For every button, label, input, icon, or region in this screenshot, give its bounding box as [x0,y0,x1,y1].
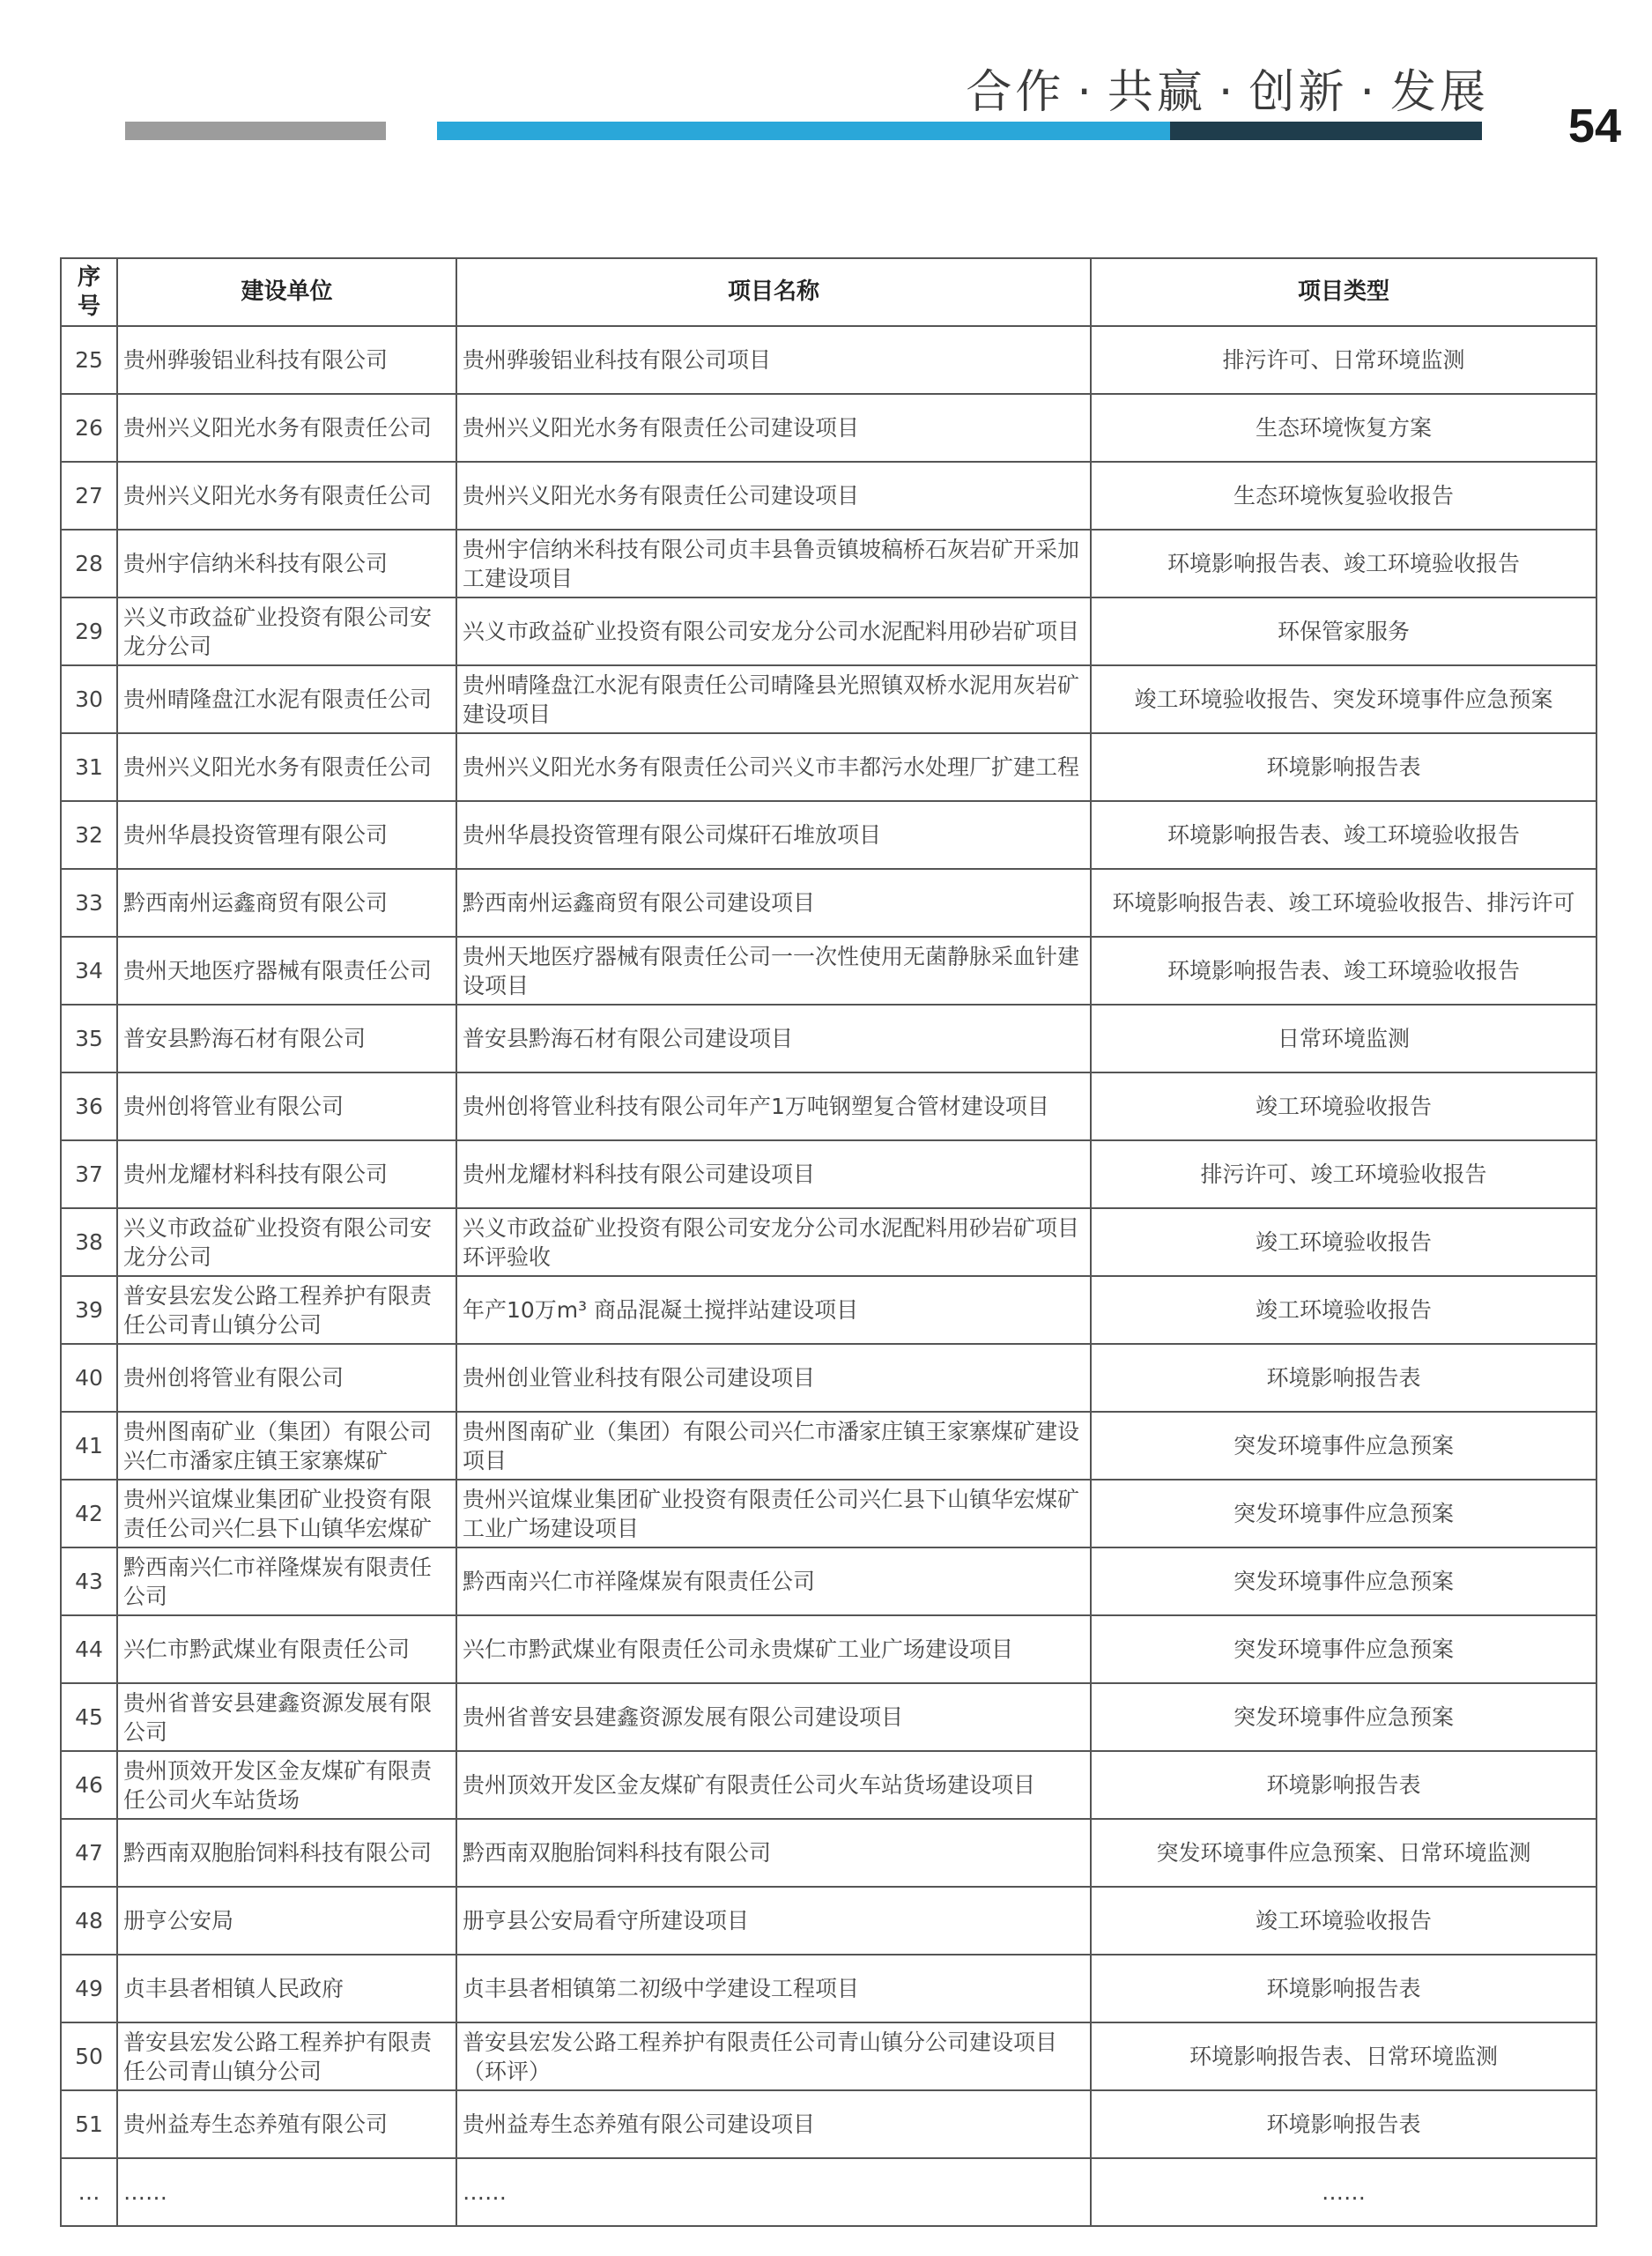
table-row [61,2158,1596,2226]
project-name-cell: 贵州宇信纳米科技有限公司贞丰县鲁贡镇坡稿桥石灰岩矿开采加工建设项目 [456,530,1091,597]
project-type-cell: 突发环境事件应急预案、日常环境监测 [1091,1819,1596,1887]
project-name-cell: 贵州省普安县建鑫资源发展有限公司建设项目 [456,1683,1091,1751]
construction-unit-cell: 黔西南兴仁市祥隆煤炭有限责任公司 [117,1547,456,1615]
header-bar-blue [437,122,1170,140]
project-type-cell: 突发环境事件应急预案 [1091,1615,1596,1683]
project-type-cell: 竣工环境验收报告、突发环境事件应急预案 [1091,665,1596,733]
project-type-cell: 环境影响报告表 [1091,2090,1596,2158]
header-bar-gray [125,122,386,140]
table-row [61,1819,1596,1887]
construction-unit-cell: 普安县黔海石材有限公司 [117,1005,456,1072]
construction-unit-cell: …… [117,2158,456,2226]
project-name-cell: …… [456,2158,1091,2226]
project-type-cell: 环保管家服务 [1091,597,1596,665]
table-row [61,1412,1596,1480]
slogan-separator: · [1077,66,1095,119]
header-bar-dark [1170,122,1482,140]
construction-unit-cell: 黔西南州运鑫商贸有限公司 [117,869,456,937]
column-header-number: 序号 [61,258,117,326]
row-number-cell: 28 [61,530,117,597]
project-name-cell: 贵州创业管业科技有限公司建设项目 [456,1344,1091,1412]
project-name-cell: 普安县宏发公路工程养护有限责任公司青山镇分公司建设项目（环评） [456,2022,1091,2090]
table-row [61,1955,1596,2022]
project-name-cell: 贵州兴义阳光水务有限责任公司兴义市丰都污水处理厂扩建工程 [456,733,1091,801]
project-type-cell: …… [1091,2158,1596,2226]
row-number-cell: 35 [61,1005,117,1072]
project-type-cell: 环境影响报告表、竣工环境验收报告 [1091,530,1596,597]
table-row [61,1140,1596,1208]
row-number-cell: 38 [61,1208,117,1276]
project-name-cell: 年产10万m³ 商品混凝土搅拌站建设项目 [456,1276,1091,1344]
project-name-cell: 黔西南州运鑫商贸有限公司建设项目 [456,869,1091,937]
project-type-cell: 竣工环境验收报告 [1091,1072,1596,1140]
project-type-cell: 突发环境事件应急预案 [1091,1412,1596,1480]
table-row [61,326,1596,394]
project-type-cell: 突发环境事件应急预案 [1091,1683,1596,1751]
construction-unit-cell: 黔西南双胞胎饲料科技有限公司 [117,1819,456,1887]
table-row [61,1683,1596,1751]
project-type-cell: 环境影响报告表、竣工环境验收报告 [1091,801,1596,869]
column-header-project: 项目名称 [456,258,1091,326]
table-row [61,1615,1596,1683]
construction-unit-cell: 普安县宏发公路工程养护有限责任公司青山镇分公司 [117,2022,456,2090]
column-header-type: 项目类型 [1091,258,1596,326]
row-number-cell: 39 [61,1276,117,1344]
project-name-cell: 贵州华晨投资管理有限公司煤矸石堆放项目 [456,801,1091,869]
row-number-cell: 50 [61,2022,117,2090]
construction-unit-cell: 贵州益寿生态养殖有限公司 [117,2090,456,2158]
project-name-cell: 普安县黔海石材有限公司建设项目 [456,1005,1091,1072]
project-name-cell: 贵州骅骏铝业科技有限公司项目 [456,326,1091,394]
header-slogan [881,55,1489,121]
row-number-cell: 33 [61,869,117,937]
project-type-cell: 突发环境事件应急预案 [1091,1480,1596,1547]
table-row [61,1547,1596,1615]
project-type-cell: 生态环境恢复方案 [1091,394,1596,462]
project-name-cell: 贵州顶效开发区金友煤矿有限责任公司火车站货场建设项目 [456,1751,1091,1819]
construction-unit-cell: 贵州兴义阳光水务有限责任公司 [117,733,456,801]
table-header-row [61,258,1596,326]
project-name-cell: 黔西南兴仁市祥隆煤炭有限责任公司 [456,1547,1091,1615]
project-name-cell: 册亨县公安局看守所建设项目 [456,1887,1091,1955]
slogan-part: 发展 [1389,66,1489,119]
project-name-cell: 贵州创将管业科技有限公司年产1万吨钢塑复合管材建设项目 [456,1072,1091,1140]
project-type-cell: 环境影响报告表 [1091,1751,1596,1819]
table-row [61,1208,1596,1276]
project-type-cell: 突发环境事件应急预案 [1091,1547,1596,1615]
table-row [61,394,1596,462]
project-type-cell: 竣工环境验收报告 [1091,1887,1596,1955]
project-type-cell: 生态环境恢复验收报告 [1091,462,1596,530]
construction-unit-cell: 贵州省普安县建鑫资源发展有限公司 [117,1683,456,1751]
row-number-cell: 26 [61,394,117,462]
project-name-cell: 兴义市政益矿业投资有限公司安龙分公司水泥配料用砂岩矿项目环评验收 [456,1208,1091,1276]
construction-unit-cell: 普安县宏发公路工程养护有限责任公司青山镇分公司 [117,1276,456,1344]
row-number-cell: 40 [61,1344,117,1412]
table-row [61,1887,1596,1955]
construction-unit-cell: 贵州晴隆盘江水泥有限责任公司 [117,665,456,733]
page-number: 54 [1567,100,1621,152]
project-table [60,257,1597,2227]
table-row [61,1751,1596,1819]
project-name-cell: 兴仁市黔武煤业有限责任公司永贵煤矿工业广场建设项目 [456,1615,1091,1683]
row-number-cell: 49 [61,1955,117,2022]
row-number-cell: 41 [61,1412,117,1480]
row-number-cell: 27 [61,462,117,530]
project-name-cell: 贵州兴义阳光水务有限责任公司建设项目 [456,462,1091,530]
table-row [61,1072,1596,1140]
row-number-cell: 37 [61,1140,117,1208]
row-number-cell: 51 [61,2090,117,2158]
table-row [61,2022,1596,2090]
construction-unit-cell: 贵州华晨投资管理有限公司 [117,801,456,869]
table-row [61,462,1596,530]
row-number-cell: 30 [61,665,117,733]
column-header-unit: 建设单位 [117,258,456,326]
construction-unit-cell: 贵州创将管业有限公司 [117,1344,456,1412]
row-number-cell: 46 [61,1751,117,1819]
project-type-cell: 竣工环境验收报告 [1091,1208,1596,1276]
row-number-cell: 31 [61,733,117,801]
row-number-cell: 42 [61,1480,117,1547]
row-number-cell: 34 [61,937,117,1005]
row-number-cell: 45 [61,1683,117,1751]
slogan-part: 共赢 [1107,66,1206,119]
project-type-cell: 环境影响报告表、竣工环境验收报告、排污许可 [1091,869,1596,937]
construction-unit-cell: 贵州骅骏铝业科技有限公司 [117,326,456,394]
project-type-cell: 环境影响报告表 [1091,733,1596,801]
table-row [61,2090,1596,2158]
project-name-cell: 贵州兴谊煤业集团矿业投资有限责任公司兴仁县下山镇华宏煤矿工业广场建设项目 [456,1480,1091,1547]
project-name-cell: 黔西南双胞胎饲料科技有限公司 [456,1819,1091,1887]
table-row [61,1480,1596,1547]
project-name-cell: 贵州兴义阳光水务有限责任公司建设项目 [456,394,1091,462]
project-type-cell: 环境影响报告表 [1091,1955,1596,2022]
row-number-cell: 29 [61,597,117,665]
row-number-cell: … [61,2158,117,2226]
slogan-part: 合作 [966,66,1065,119]
project-name-cell: 贞丰县者相镇第二初级中学建设工程项目 [456,1955,1091,2022]
project-type-cell: 竣工环境验收报告 [1091,1276,1596,1344]
project-name-cell: 贵州龙耀材料科技有限公司建设项目 [456,1140,1091,1208]
table-row [61,1276,1596,1344]
slogan-part: 创新 [1248,66,1348,119]
table-row [61,937,1596,1005]
row-number-cell: 44 [61,1615,117,1683]
project-type-cell: 排污许可、日常环境监测 [1091,326,1596,394]
project-type-cell: 排污许可、竣工环境验收报告 [1091,1140,1596,1208]
project-name-cell: 兴义市政益矿业投资有限公司安龙分公司水泥配料用砂岩矿项目 [456,597,1091,665]
table-row [61,801,1596,869]
table-row [61,665,1596,733]
project-name-cell: 贵州图南矿业（集团）有限公司兴仁市潘家庄镇王家寨煤矿建设项目 [456,1412,1091,1480]
construction-unit-cell: 兴义市政益矿业投资有限公司安龙分公司 [117,597,456,665]
row-number-cell: 48 [61,1887,117,1955]
row-number-cell: 25 [61,326,117,394]
project-type-cell: 环境影响报告表、竣工环境验收报告 [1091,937,1596,1005]
construction-unit-cell: 贵州龙耀材料科技有限公司 [117,1140,456,1208]
project-type-cell: 环境影响报告表、日常环境监测 [1091,2022,1596,2090]
project-type-cell: 环境影响报告表 [1091,1344,1596,1412]
project-type-cell: 日常环境监测 [1091,1005,1596,1072]
construction-unit-cell: 册亨公安局 [117,1887,456,1955]
construction-unit-cell: 贞丰县者相镇人民政府 [117,1955,456,2022]
construction-unit-cell: 贵州兴义阳光水务有限责任公司 [117,394,456,462]
construction-unit-cell: 兴义市政益矿业投资有限公司安龙分公司 [117,1208,456,1276]
table-body [61,326,1596,2226]
table-row [61,1344,1596,1412]
row-number-cell: 32 [61,801,117,869]
table-row [61,733,1596,801]
construction-unit-cell: 贵州顶效开发区金友煤矿有限责任公司火车站货场 [117,1751,456,1819]
construction-unit-cell: 贵州创将管业有限公司 [117,1072,456,1140]
row-number-cell: 47 [61,1819,117,1887]
construction-unit-cell: 贵州兴义阳光水务有限责任公司 [117,462,456,530]
table-row [61,597,1596,665]
project-name-cell: 贵州天地医疗器械有限责任公司一一次性使用无菌静脉采血针建设项目 [456,937,1091,1005]
slogan-separator: · [1218,66,1237,119]
construction-unit-cell: 兴仁市黔武煤业有限责任公司 [117,1615,456,1683]
slogan-separator: · [1359,66,1378,119]
row-number-cell: 43 [61,1547,117,1615]
table-row [61,1005,1596,1072]
construction-unit-cell: 贵州兴谊煤业集团矿业投资有限责任公司兴仁县下山镇华宏煤矿 [117,1480,456,1547]
table-row [61,869,1596,937]
table-row [61,530,1596,597]
construction-unit-cell: 贵州图南矿业（集团）有限公司兴仁市潘家庄镇王家寨煤矿 [117,1412,456,1480]
project-name-cell: 贵州益寿生态养殖有限公司建设项目 [456,2090,1091,2158]
construction-unit-cell: 贵州天地医疗器械有限责任公司 [117,937,456,1005]
project-name-cell: 贵州晴隆盘江水泥有限责任公司晴隆县光照镇双桥水泥用灰岩矿建设项目 [456,665,1091,733]
construction-unit-cell: 贵州宇信纳米科技有限公司 [117,530,456,597]
row-number-cell: 36 [61,1072,117,1140]
